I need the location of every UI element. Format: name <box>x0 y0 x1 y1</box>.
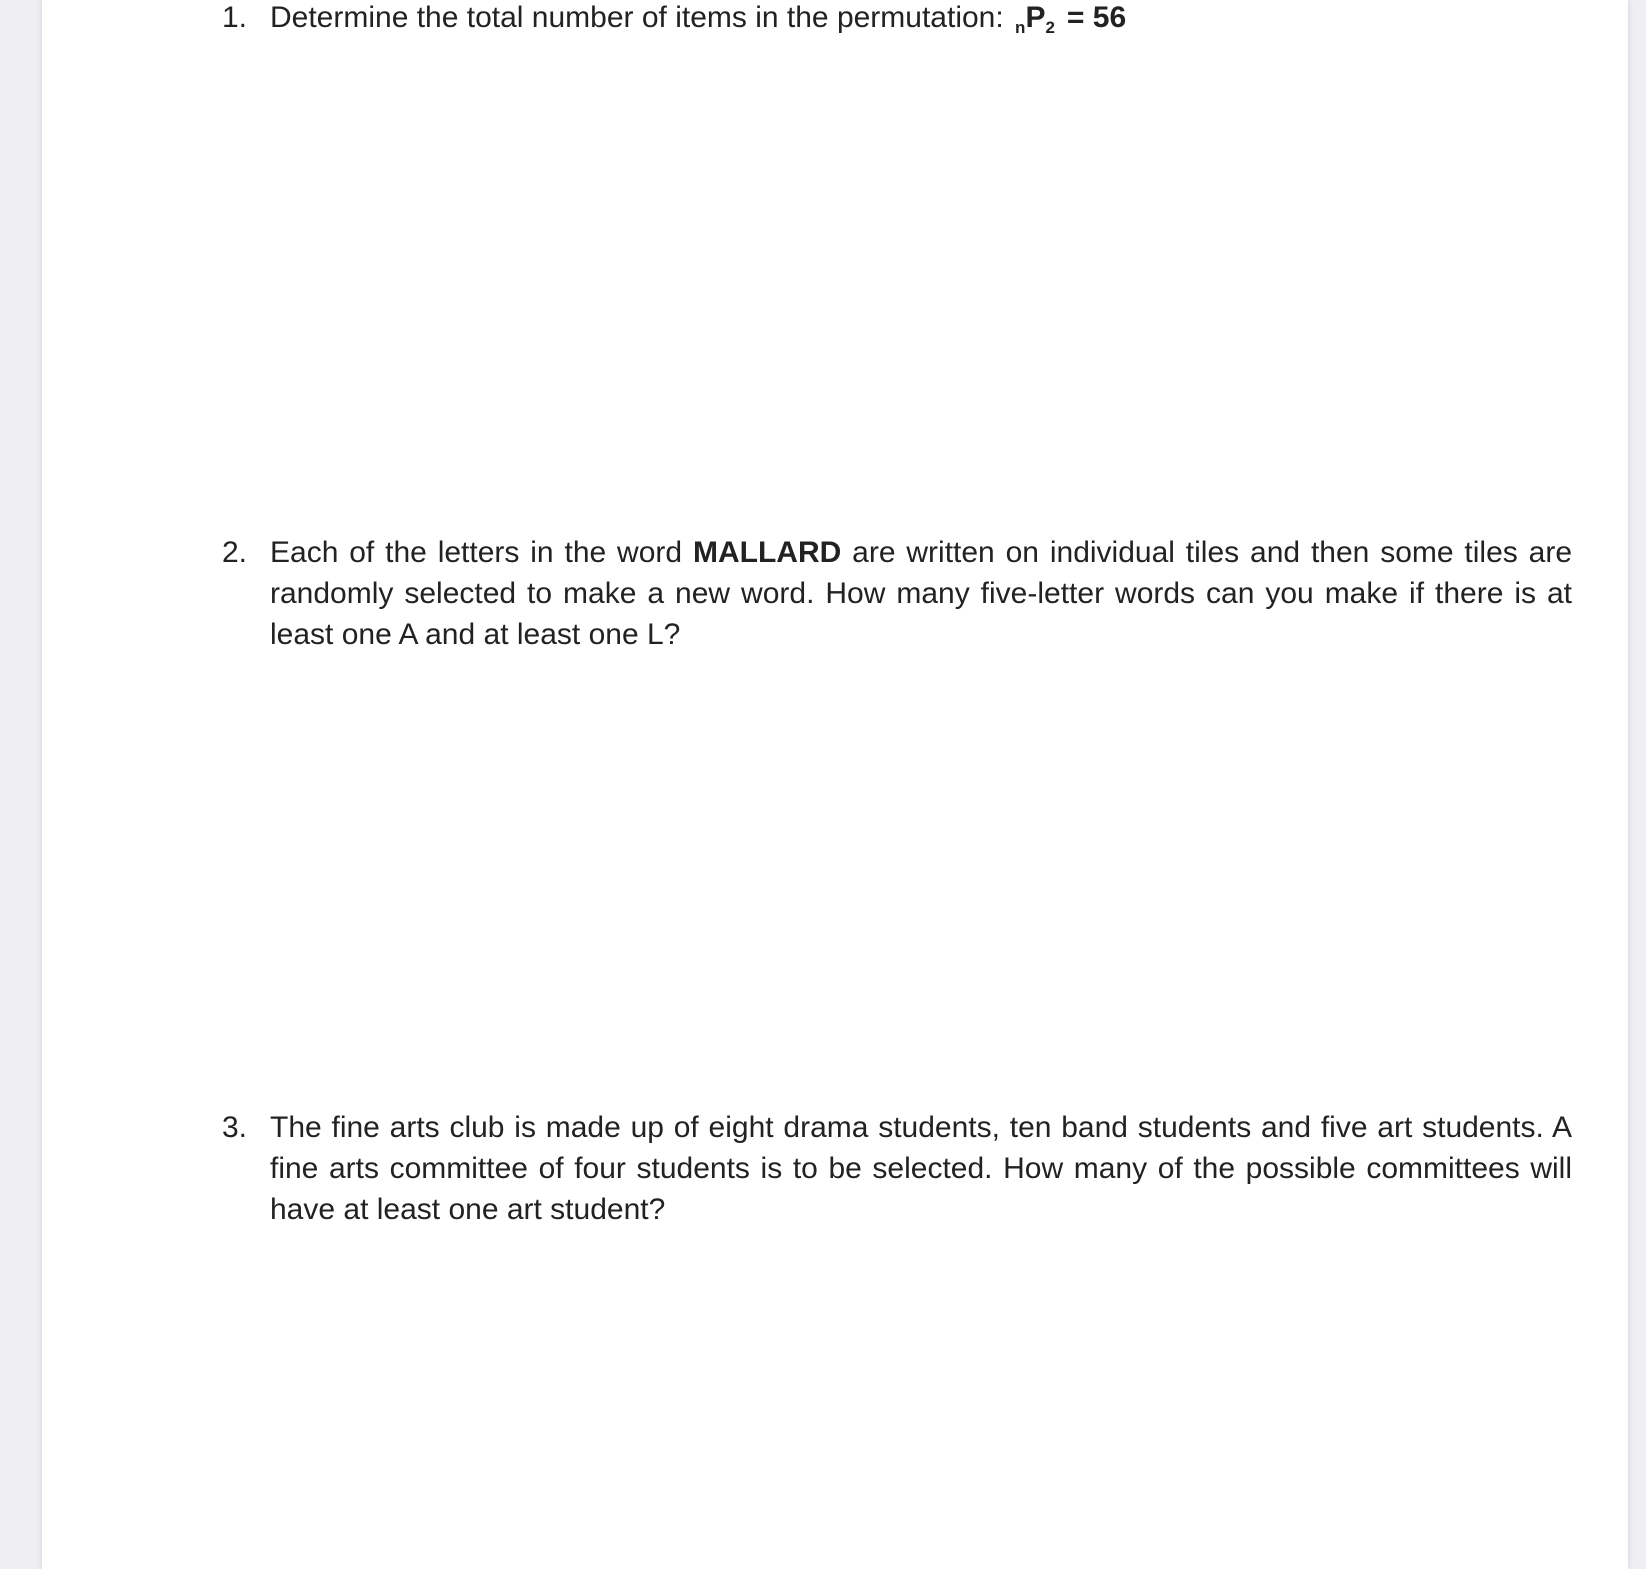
question-bold-word: MALLARD <box>692 536 842 569</box>
question-number: 2. <box>222 536 248 569</box>
permutation-formula <box>1012 1 1127 37</box>
question-text-after: are written on individual tiles and then some tiles are randomly selected to make a new word. How many five-letter words can you make if there is at least one A and at least one L? <box>270 536 1572 651</box>
formula-post-subscript: 2 <box>1045 18 1055 37</box>
formula-equation: = 56 <box>1066 1 1127 34</box>
question-1 <box>222 0 1572 48</box>
question-prompt: The fine arts club is made up of eight drama students, ten band students and five art students. A fine arts committee of four students is to be selected. How many of the possible committees will have at least one art student? <box>270 1111 1572 1226</box>
question-text <box>270 0 1572 48</box>
question-prompt: Determine the total number of items in the permutation: <box>270 1 1004 34</box>
formula-symbol: P <box>1025 1 1046 34</box>
formula-pre-subscript: n <box>1015 18 1026 37</box>
question-number: 1. <box>222 1 248 34</box>
question-text <box>270 532 1572 655</box>
question-2 <box>222 532 1572 655</box>
question-text <box>270 1107 1572 1230</box>
question-text-before: Each of the letters in the word <box>270 536 683 569</box>
question-3 <box>222 1107 1572 1230</box>
question-number: 3. <box>222 1111 248 1144</box>
worksheet-page <box>42 0 1628 1569</box>
